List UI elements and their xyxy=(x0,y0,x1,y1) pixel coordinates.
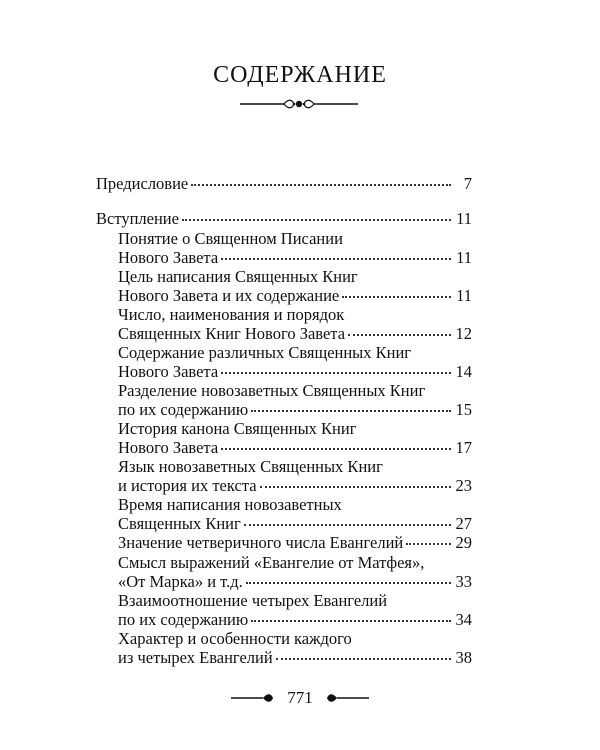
toc-entry-title: Взаимоотношение четырех Евангелий xyxy=(118,591,388,610)
toc-entry-title-cont: Священных Книг xyxy=(118,514,241,533)
toc-leader xyxy=(244,523,451,526)
toc-entry-title: Число, наименования и порядок xyxy=(118,305,345,324)
toc-entry xyxy=(118,629,472,667)
toc-page-number: 11 xyxy=(456,248,472,267)
toc-page-number: 15 xyxy=(455,400,472,419)
toc-entry-title: Значение четверичного числа Евангелий xyxy=(118,533,404,552)
toc-leader xyxy=(182,218,451,221)
toc-entry xyxy=(118,457,472,495)
toc-entry xyxy=(118,495,472,533)
toc-entry-title: Смысл выражений «Евангелие от Матфея», xyxy=(118,553,425,572)
toc-page-number: 23 xyxy=(455,476,472,495)
toc-entry xyxy=(118,343,472,381)
page-footer xyxy=(0,688,600,708)
toc-leader xyxy=(221,447,451,450)
toc-entry-title-cont: из четырех Евангелий xyxy=(118,648,273,667)
toc-entry-title: Предисловие xyxy=(96,174,189,193)
toc-entry xyxy=(118,533,472,552)
toc-entry xyxy=(118,229,472,267)
toc-leader xyxy=(221,257,451,260)
toc-entry-title: Содержание различных Священных Книг xyxy=(118,343,412,362)
toc-page-number: 17 xyxy=(455,438,472,457)
toc-entry xyxy=(96,174,472,193)
toc-entry xyxy=(118,419,472,457)
ornament-flourish-icon xyxy=(229,692,275,704)
toc-page-number: 12 xyxy=(455,324,472,343)
toc-leader xyxy=(191,183,451,186)
toc-entry-title: Разделение новозаветных Священных Книг xyxy=(118,381,426,400)
toc-entry-title: Время написания новозаветных xyxy=(118,495,342,514)
toc-entry-title: Характер и особенности каждого xyxy=(118,629,352,648)
toc-entry xyxy=(118,305,472,343)
toc-entry-title-cont: Священных Книг Нового Завета xyxy=(118,324,346,343)
toc-entry-title: Язык новозаветных Священных Книг xyxy=(118,457,383,476)
toc-entry xyxy=(118,267,472,305)
toc-entry-title: Цель написания Священных Книг xyxy=(118,267,358,286)
toc-page-number: 34 xyxy=(455,610,472,629)
toc-entry-title-cont: Нового Завета xyxy=(118,362,219,381)
toc-page-number: 38 xyxy=(455,648,472,667)
toc-entry xyxy=(118,381,472,419)
toc-entry-title-cont: Нового Завета xyxy=(118,248,219,267)
toc-leader xyxy=(342,295,451,298)
toc-entry xyxy=(118,591,472,629)
toc-entry-title: История канона Священных Книг xyxy=(118,419,357,438)
toc-leader xyxy=(260,485,451,488)
toc-page-number: 11 xyxy=(456,209,472,228)
toc-page-number: 29 xyxy=(455,533,472,552)
page-number: 771 xyxy=(287,688,313,707)
toc-leader xyxy=(221,371,451,374)
toc-page-number: 27 xyxy=(455,514,472,533)
toc-entry-title-cont: и история их текста xyxy=(118,476,257,495)
toc-leader xyxy=(276,657,451,660)
toc-leader xyxy=(246,581,451,584)
toc-page-number: 14 xyxy=(455,362,472,381)
toc-leader xyxy=(348,333,451,336)
toc-entry-title-cont: по их содержанию xyxy=(118,400,249,419)
toc-leader xyxy=(251,619,451,622)
toc-entry-title-cont: по их содержанию xyxy=(118,610,249,629)
page-title: СОДЕРЖАНИЕ xyxy=(213,62,387,88)
toc-entry xyxy=(96,209,472,228)
toc-entry-title-cont: «От Марка» и т.д. xyxy=(118,572,243,591)
toc-page-number: 33 xyxy=(455,572,472,591)
toc-page-number: 7 xyxy=(463,174,472,193)
toc-leader xyxy=(406,542,451,545)
toc-leader xyxy=(251,409,451,412)
ornament-flourish-icon xyxy=(325,692,371,704)
toc-entry-title-cont: Нового Завета xyxy=(118,438,219,457)
toc-entry-title-cont: Нового Завета и их содержание xyxy=(118,286,340,305)
toc-entry xyxy=(118,553,472,591)
toc-entry-title: Понятие о Священном Писании xyxy=(118,229,343,248)
toc-entry-title: Вступление xyxy=(96,209,179,228)
toc-page-number: 11 xyxy=(456,286,472,305)
